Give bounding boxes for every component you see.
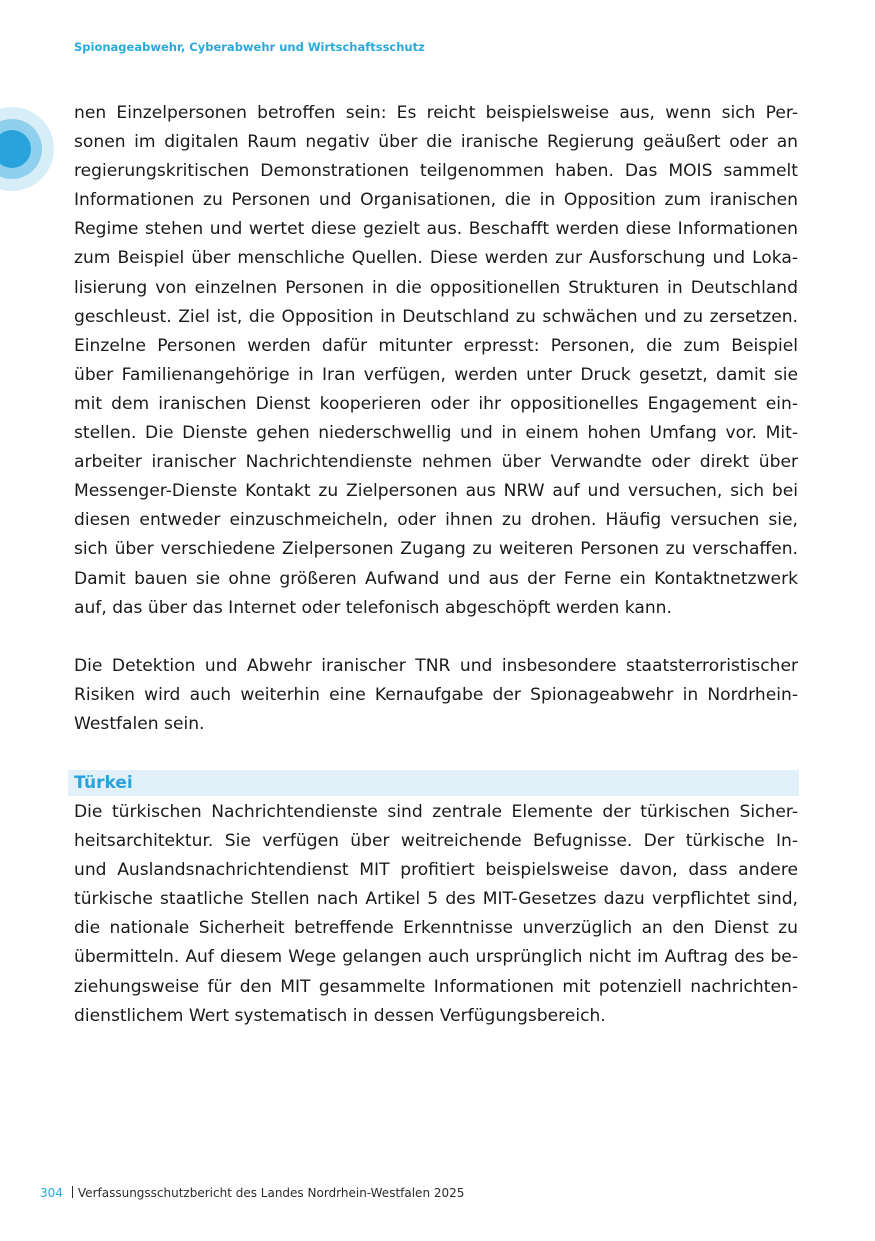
text-line: diesen entweder einzuschmeicheln, oder ihnen zu drohen. Häufig versuchen sie, xyxy=(74,510,798,531)
paragraph-tuerkei xyxy=(74,798,798,1031)
text-line: nen Einzelpersonen betroffen sein: Es reicht beispielsweise aus, wenn sich Per- xyxy=(74,103,798,123)
text-line: auf, das über das Internet oder telefonisch abgeschöpft werden kann. xyxy=(74,597,672,618)
text-line: die nationale Sicherheit betreffende Erkenntnisse unverzüglich an den Dienst zu xyxy=(74,918,798,939)
text-line: über Familienangehörige in Iran verfügen, werden unter Druck gesetzt, damit sie xyxy=(74,364,798,385)
text-line: arbeiter iranischer Nachrichtendienste nehmen über Verwandte oder direkt über xyxy=(74,452,798,473)
paragraph-iran-opposition xyxy=(74,99,798,623)
running-header: Spionageabwehr, Cyberabwehr und Wirtschaftsschutz xyxy=(74,40,425,54)
text-line: Risiken wird auch weiterhin eine Kernaufgabe der Spionageabwehr in Nordrhein- xyxy=(74,685,798,706)
text-line: und Auslandsnachrichtendienst MIT profitiert beispielsweise davon, dass andere xyxy=(74,860,798,881)
text-line: Die türkischen Nachrichtendienste sind zentrale Elemente der türkischen Sicher- xyxy=(74,802,798,822)
text-line: lisierung von einzelnen Personen in die oppositionellen Strukturen in Deutschland xyxy=(74,277,798,298)
text-line: Damit bauen sie ohne größeren Aufwand und aus der Ferne ein Kontaktnetzwerk xyxy=(74,568,798,589)
text-line: sonen im digitalen Raum negativ über die iranische Regierung geäußert oder an xyxy=(74,132,798,153)
text-line: stellen. Die Dienste gehen niederschwellig und in einem hohen Umfang vor. Mit- xyxy=(74,423,798,444)
footer-publication-title: Verfassungsschutzbericht des Landes Nordrhein-Westfalen 2025 xyxy=(77,1186,465,1200)
text-line: türkische staatliche Stellen nach Artikel 5 des MIT-Gesetzes dazu verpflichtet sind, xyxy=(74,889,798,910)
text-line: heitsarchitektur. Sie verfügen über weitreichende Befugnisse. Der türkische In- xyxy=(74,831,798,852)
text-line: sich über verschiedene Zielpersonen Zugang zu weiteren Personen zu verschaffen. xyxy=(74,539,798,560)
text-line: Informationen zu Personen und Organisationen, die in Opposition zum iranischen xyxy=(74,190,798,211)
footer-divider xyxy=(72,1186,73,1198)
text-line: übermitteln. Auf diesem Wege gelangen auch ursprünglich nicht im Auftrag des be- xyxy=(74,947,798,968)
text-line: Westfalen sein. xyxy=(74,714,205,735)
page-number: 304 xyxy=(40,1186,63,1200)
text-line: regierungskritischen Demonstrationen teilgenommen haben. Das MOIS sammelt xyxy=(74,161,798,182)
section-heading-tuerkei: Türkei xyxy=(68,770,799,796)
paragraph-iran-defense xyxy=(74,652,798,739)
text-line: geschleust. Ziel ist, die Opposition in Deutschland zu schwächen und zu zersetzen. xyxy=(74,306,798,327)
text-line: Die Detektion und Abwehr iranischer TNR und insbesondere staatsterroristischer xyxy=(74,656,798,676)
text-line: Messenger-Dienste Kontakt zu Zielpersonen aus NRW auf und versuchen, sich bei xyxy=(74,481,798,502)
text-line: mit dem iranischen Dienst kooperieren oder ihr oppositionelles Engagement ein- xyxy=(74,393,798,414)
text-line: ziehungsweise für den MIT gesammelte Informationen mit potenziell nachrichten- xyxy=(74,976,798,997)
concentric-circles-icon xyxy=(0,107,54,191)
text-line: Regime stehen und wertet diese gezielt aus. Beschafft werden diese Informationen xyxy=(74,219,798,240)
text-line: zum Beispiel über menschliche Quellen. Diese werden zur Ausforschung und Loka- xyxy=(74,248,798,269)
text-line: dienstlichem Wert systematisch in dessen Verfügungsbereich. xyxy=(74,1005,606,1026)
text-line: Einzelne Personen werden dafür mitunter erpresst: Personen, die zum Beispiel xyxy=(74,335,798,356)
page-footer xyxy=(40,1186,464,1200)
